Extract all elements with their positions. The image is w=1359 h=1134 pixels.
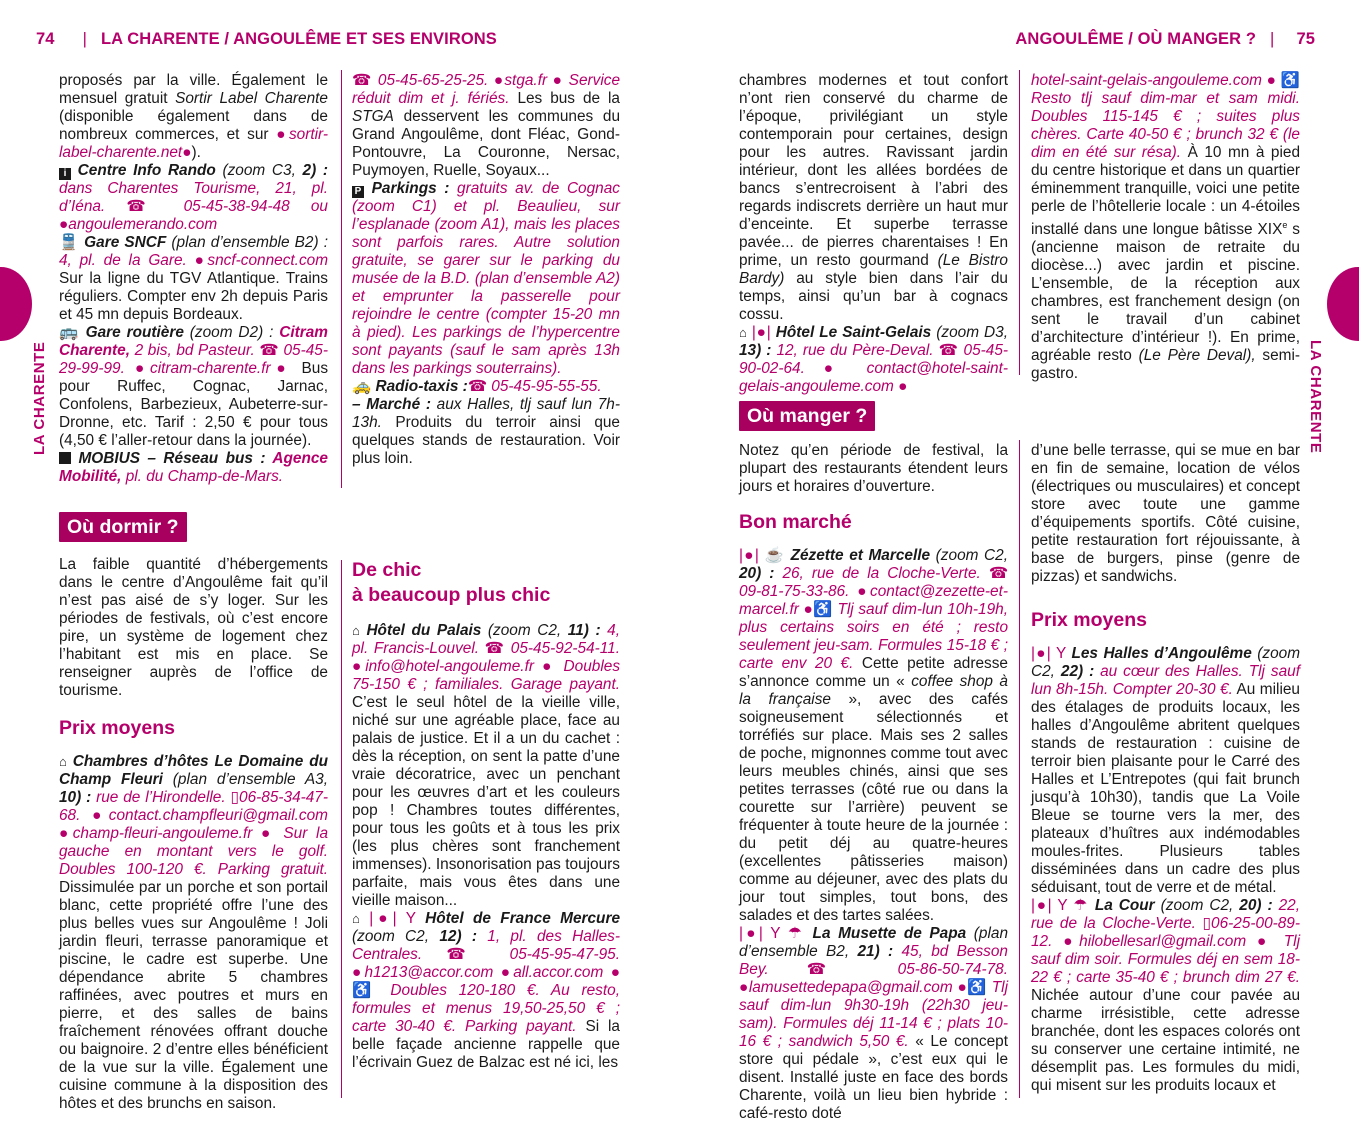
map-ref: (plan d’ensemble A3, <box>162 771 328 788</box>
phone-icon: ☎ <box>259 342 279 359</box>
column-3-top <box>739 72 1008 396</box>
bullet-icon: ● <box>261 825 275 842</box>
practical-info: Doubles 75-150 € ; familiales. Garage payant. <box>352 658 621 693</box>
practical-info: Tlj sauf dim-lun 10h-19h, plus certains soirs en été ; resto seulement jeu-sam. Formules 15-18 € ; carte env 20 €. <box>739 601 1008 672</box>
address: 26, rue de la Cloche-Verte. <box>782 565 989 582</box>
side-tab-label-right: LA CHARENTE <box>1307 340 1324 454</box>
phone-number[interactable]: 05-86-50-74-78. <box>897 961 1009 978</box>
practical-info: Tlj sauf dim-lun 9h30-19h (22h30 jeu-sam). Formules déj 11-14 € ; plats 10-16 € ; sandwich 5,50 €. <box>739 979 1008 1050</box>
phone-number[interactable]: 05-45-38-94-48 <box>183 198 290 215</box>
listing-stga <box>352 72 620 180</box>
listing-name: Centre Info Rando <box>77 162 216 179</box>
hotel-icon: ⌂ <box>352 623 360 638</box>
description: semi-gastro. <box>1031 347 1300 383</box>
listing-parkings <box>352 180 620 378</box>
column-rule <box>341 560 342 1098</box>
listing-halles <box>1031 645 1300 897</box>
listing-name: La Musette de Papa <box>812 925 967 942</box>
subheading-prix-moyens: Prix moyens <box>59 717 175 739</box>
phone-icon: ☎ <box>484 640 506 657</box>
glass-icon: Y <box>1057 897 1068 914</box>
listing-name: Gare routière <box>85 324 184 341</box>
map-ref: ) : <box>583 622 608 639</box>
map-ref: (zoom C2, <box>1154 897 1240 914</box>
text: ). <box>191 144 201 161</box>
listing-name: Parkings : <box>371 180 450 197</box>
listing-zezette <box>739 547 1008 925</box>
info-icon: i <box>59 168 71 180</box>
hotel-icon: ⌂ <box>352 911 360 926</box>
description: d’une belle terrasse, qui se mue en bar en fin de semaine, location de vélos (électriques ou musculaires) et concept store avec toute une gamme d’équipements sportifs. Côté cuisine, petite restauration fort réjouissante, à base de burgers, pinse (genre de pizzas) et sandwichs. <box>1031 442 1300 585</box>
phone-number[interactable]: 05-45-95-55-55. <box>486 378 602 395</box>
listing-info-rando <box>59 162 328 234</box>
map-ref: (zoom C2, <box>1031 645 1301 680</box>
parking-icon: P <box>352 186 364 198</box>
phone-icon: ☎ <box>467 378 487 395</box>
listing-name: Hôtel de France Mercure <box>425 910 621 927</box>
bullet-icon: ● <box>276 126 289 143</box>
restaurant-icon: |●| <box>1031 897 1052 914</box>
map-ref: (zoom C2, <box>352 928 440 945</box>
bullet-icon: ● <box>493 72 505 89</box>
listing-name: Les Halles d’Angoulême <box>1071 645 1252 662</box>
address: 1, pl. des Halles-Centrales. <box>352 928 620 963</box>
map-ref: ) : <box>1078 663 1101 680</box>
email-link[interactable]: contact.champfleuri@gmail.com <box>108 807 329 824</box>
listing-taxi <box>352 378 620 396</box>
map-number: 22 <box>1060 663 1079 680</box>
restaurant-name: (Le Père Deval), <box>1138 347 1256 365</box>
column-4-top <box>1031 72 1300 383</box>
bullet-icon: ● <box>1257 933 1273 950</box>
hotel-icon: ⌂ <box>739 325 747 340</box>
listing-name: Gare SNCF <box>84 234 167 251</box>
bullet-icon: ● <box>739 979 749 996</box>
map-number: 10 <box>59 789 77 806</box>
bullet-icon: ● <box>1266 72 1277 89</box>
listing-name: MOBIUS – Réseau bus : <box>78 450 266 467</box>
description: s (ancienne maison de retraite du diocèse...) avec jardin et piscine. L’ensemble, de la réception aux chambres, est franchement design (on sent le travail d’un cabinet d’architecture d’intérieur !). En prime, agréable resto <box>1031 221 1300 365</box>
phone-number[interactable]: 06-25-00-89-12. <box>1031 915 1300 950</box>
page-number-left: 74 <box>36 30 55 48</box>
listing-musette <box>739 925 1008 1123</box>
bullet-icon: ● <box>59 216 69 233</box>
email-link[interactable]: info@hotel-angouleme.fr <box>365 658 534 675</box>
description: Dissimulée par un porche et son portail blanc, cette propriété offre l’une des plus belles vues sur Angoulême ! Joli jardin fleuri, terrasse panoramique et piscine, le cadre est superbe. Une dépendance abrite 5 chambres raffinées, avec poutres et murs en pierre, et des salles de bains fraîchement rénovées offrant douche ou baignoire. 2 d’entre elles bénéficient de la vue sur la ville. Également une cuisine commune à la disposition des hôtes et des brunchs en saison. <box>59 879 328 1112</box>
phone-number[interactable]: 06-85-34-47-68. <box>59 789 328 824</box>
description: C’est le seul hôtel de la vieille ville, niché sur une agréable place, face au palais de justice. Et il a un du cachet : dès la réception, on sent la patte d’une vraie décoratrice, avec un penchant pour les œuvres d’art et les couleurs pop ! Chambres toutes différentes, pour tous les goûts et à tous les prix (les plus chères sont franchement immenses). Insonorisation pas toujours parfaite, mais vous êtes dans une vieille maison... <box>352 694 620 909</box>
column-rule <box>1019 70 1020 375</box>
description: desservent les communes du Grand Angoulême, dont Fléac, Gond-Pontouvre, La Couronne, Nersac, Puymoyen, Ruelle, Soyaux... <box>352 108 620 179</box>
coffee-icon: ☕ <box>764 547 785 564</box>
map-ref: ) : <box>311 162 329 179</box>
subheading-bon-marche: Bon marché <box>739 511 852 533</box>
bullet-icon: ● <box>1063 933 1080 950</box>
listing-name: Radio-taxis : <box>375 378 468 395</box>
bullet-icon: ● <box>270 360 292 377</box>
thumb-tab-right <box>1327 267 1359 341</box>
phone-number[interactable]: 05-45-95-47-95. <box>509 946 621 963</box>
map-ref: ) : <box>874 943 902 960</box>
section-intro: Notez qu’en période de festival, la plupart des restaurants étendent leurs jours et horaires d’ouverture. <box>739 442 1008 495</box>
map-ref: (zoom C2, <box>930 547 1008 564</box>
listing-name: – Marché : <box>352 396 431 413</box>
address: 12, rue du Père-Deval. <box>776 342 939 359</box>
map-ref: ) : <box>756 342 777 359</box>
email-link[interactable]: h1213@accor.com <box>364 964 494 981</box>
description: Cette petite adresse s’annonce comme un « <box>739 655 1008 690</box>
map-ref: (zoom D2) : <box>183 324 280 341</box>
map-number: 20 <box>739 565 757 582</box>
running-head-right <box>1015 30 1315 49</box>
listing-champ-fleuri <box>59 753 328 1113</box>
phone-icon: ☎ <box>988 565 1008 582</box>
description: À 10 mn à pied du centre historique et dans un quartier éminemment tranquille, voici une petite perle de l’hôtellerie locale : un 4-étoiles installé dans une longue bâtisse XIX <box>1031 144 1301 239</box>
column-1-top <box>59 72 328 486</box>
glass-icon: Y <box>405 910 416 927</box>
website-link[interactable]: all.accor.com <box>513 964 604 981</box>
bullet-icon: ● <box>194 252 208 269</box>
website-link[interactable]: sortir-label-charente.net <box>59 126 328 161</box>
listing-hotel-du-palais <box>352 622 620 910</box>
bullet-icon: ● <box>542 658 556 675</box>
mobile-phone-icon: ▯ <box>1202 915 1212 932</box>
restaurant-icon: |●| <box>1031 645 1051 662</box>
section-header-ou-manger: Où manger ? <box>739 401 875 431</box>
map-ref: (zoom C2, <box>481 622 568 639</box>
map-ref: (plan d’ensemble B2, <box>739 925 1009 960</box>
bullet-icon: ● <box>857 583 871 600</box>
section-intro: La faible quantité d’hébergements dans le centre d’Angoulême fait qu’il n’est pas aisé de s’y loger. Sur les périodes de festivals, où c’est encore pire, un système de logement chez l’habitant est mis en place. Se renseigner auprès de l’office de tourisme. <box>59 556 328 699</box>
website-link[interactable]: stga.fr <box>504 72 548 89</box>
listing-hotel-mercure <box>352 910 620 1072</box>
listing-name: Chambres d’hôtes Le Domaine du Champ Fleuri <box>59 753 329 788</box>
parasol-icon: ☂ <box>1073 897 1089 914</box>
bullet-icon: ● <box>59 825 73 842</box>
map-ref: ) : <box>76 789 97 806</box>
description: chambres modernes et tout confort n’ont rien conservé du charme de l’époque, privilégiant un style contemporain pour certaines, design pour les autres. Ravissant jardin intérieur, dont les allées bordées de bancs s’entrecroisent à l’abri des regards indiscrets derrière un haut mur d’enceinte. Et superbe terrasse pavée... de pierres charentaises ! En prime, un resto gourmand <box>739 72 1008 269</box>
description: au style bien dans l’air du temps, ainsi qu’un bar à cognacs cossu. <box>739 270 1008 323</box>
text: Les bus de la <box>509 90 620 107</box>
header-separator: | <box>82 30 87 48</box>
text: ou <box>289 198 328 215</box>
phone-number[interactable]: 05-45-92-54-11. <box>510 640 621 657</box>
wheelchair-icon: ♿ <box>1280 72 1300 89</box>
phone-icon: ☎ <box>938 342 959 359</box>
map-ref: (zoom C3, <box>215 162 303 179</box>
magazine-title: Sortir Label Charente <box>175 90 328 107</box>
description: », avec des cafés soigneusement sélectionnés et torréfiés sur place. Mais ses 2 salles de poche, mignonnes comme tout avec leurs meubles chinés, ainsi que ses petites terrasses (côté rue ou dans la courette sur l’arrière) peuvent se fréquenter à toute heure de la journée : du petit déj au quatre-heures (excellentes pâtisseries maison) comme au déjeuner, avec des plats du jour tout simples, tout bons, des salades et des tartes salées. <box>739 691 1008 924</box>
practical-info: Resto tlj sauf dim-mar et sam midi. Doubles 115-145 € ; suites plus chères. Carte 40-50 € ; brunch 32 € (le dim en été sur résa). <box>1031 90 1300 161</box>
bullet-icon: ● <box>134 360 151 377</box>
restaurant-name: (Le Bistro Bardy) <box>739 252 1008 287</box>
address: 45, bd Besson Bey. <box>739 943 1008 978</box>
listing-saint-gelais <box>739 324 1008 396</box>
hotel-icon: ⌂ <box>59 754 67 769</box>
listing-name: Hôtel du Palais <box>366 622 482 639</box>
listing-gare-sncf <box>59 234 328 324</box>
map-ref: ) : <box>456 928 488 945</box>
map-number: 12 <box>439 928 457 945</box>
wheelchair-icon: ♿ <box>352 982 379 999</box>
description: Produits du terroir ainsi que quelques stands de restauration. Voir plus loin. <box>352 414 620 467</box>
restaurant-icon: |●| <box>739 925 763 942</box>
listing-name: Hôtel Le Saint-Gelais <box>775 324 932 341</box>
website-link[interactable]: angoulemerando.com <box>68 216 218 233</box>
paragraph <box>59 72 328 162</box>
website-link[interactable]: hotel-saint-gelais-angouleme.com <box>1031 72 1262 89</box>
bullet-icon: ● <box>500 964 514 981</box>
column-4-bottom <box>1031 442 1300 1095</box>
practical-info: au cœur des Halles. Tlj sauf lun 8h-15h. Compter 20-30 €. <box>1031 663 1300 698</box>
restaurant-icon: |●| <box>369 910 397 927</box>
description: gratuits av. de Cognac (zoom C1) et pl. Beaulieu, sur l’esplanade (zoom A1), mais les places sont parfois rares. Autre solution gratuite, se garer sur le parking du musée de la B.D. (plan d’ensemble A2) et emprunter la passerelle pour rejoindre le centre (compter 15-20 mn à pied). Les parkings de l’hypercentre sont payants (sauf le sam après 13h dans les parkings souterrains). <box>352 180 620 377</box>
address: 4, pl. Francis-Louvel. <box>352 622 620 657</box>
paragraph <box>739 72 1008 324</box>
listing-saint-gelais-cont <box>1031 72 1300 383</box>
map-ref: (plan d’ensemble B2) : <box>166 234 328 251</box>
subheading-prix-moyens: Prix moyens <box>1031 609 1147 631</box>
restaurant-icon: |●| <box>751 324 771 341</box>
bus-icon: 🚌 <box>59 324 80 341</box>
email-link[interactable]: contact@zezette-et-marcel.fr <box>739 583 1008 618</box>
side-tab-label-left: LA CHARENTE <box>31 341 48 455</box>
text: (disponible également dans de nombreux commerces, et sur <box>59 108 328 143</box>
email-link[interactable]: hilobellesarl@gmail.com <box>1079 933 1247 950</box>
map-number: 20 <box>1239 897 1257 914</box>
website-link[interactable]: citram-charente.fr <box>150 360 271 377</box>
listing-name: La Cour <box>1094 897 1155 914</box>
website-link[interactable]: sncf-connect.com <box>207 252 329 269</box>
bullet-icon: ● <box>552 72 564 89</box>
bullet-icon: ● <box>352 964 365 981</box>
practical-info: Doubles 120-180 €. Au resto, formules et menus 19,50-25,50 € ; carte 30-40 €. Parking payant. <box>352 982 620 1035</box>
listing-la-cour <box>1031 897 1300 1095</box>
description: Au milieu des étalages de produits locaux, les halles d’Angoulême abritent quelques stands de restauration : cuisine de terroir bien plaisante pour le Carré des Halles et L’Entrepotes (qui fait brunch jusqu’à 10h30), tandis que La Voile Bleue se tourne vers la mer, des plateaux d’huîtres aux indémodables moules-frites. Plusieurs tables disséminées dans un cadre des plus séduisant, tout de verre et de métal. <box>1031 681 1300 896</box>
chapter-title: LA CHARENTE / ANGOULÊME ET SES ENVIRONS <box>100 30 497 48</box>
bullet-icon: ● <box>823 360 848 377</box>
address: dans Charentes Tourisme, 21, pl. d’Iéna. <box>59 180 328 215</box>
text: STGA <box>352 108 394 125</box>
website-link[interactable]: champ-fleuri-angouleme.fr <box>72 825 253 842</box>
address: 22, rue de la Cloche-Verte. <box>1031 897 1300 932</box>
address: 4, pl. de la Gare. <box>59 252 195 269</box>
thumb-tab-left <box>0 267 32 341</box>
bullet-icon: ● <box>182 144 192 161</box>
phone-icon: ☎ <box>352 72 373 89</box>
phone-icon: ☎ <box>446 946 486 963</box>
map-ref: (zoom D3, <box>931 324 1009 341</box>
column-rule <box>1019 440 1020 1098</box>
column-2-top <box>352 72 620 468</box>
practical-info: Sur la gauche en montant vers le golf. Doubles 100-120 €. Parking gratuit. <box>59 825 329 878</box>
company-name: Citram Charente, <box>59 324 328 359</box>
superscript: e <box>1282 220 1288 230</box>
glass-icon: Y <box>1055 645 1066 662</box>
listing-mobius <box>59 450 328 486</box>
quote: coffee shop à la française <box>739 673 1008 708</box>
subheading-de-chic: De chic à beaucoup plus chic <box>352 559 551 606</box>
service-info: Service réduit dim et j. fériés. <box>352 72 620 107</box>
practical-info: Tlj sauf dim soir. Formules déj en sem 18-22 € ; carte 35-40 € ; brunch dim 27 €. <box>1031 933 1300 986</box>
restaurant-icon: |●| <box>739 547 759 564</box>
page-number-right: 75 <box>1296 30 1315 48</box>
header-separator: | <box>1270 30 1275 48</box>
column-3-bottom <box>739 442 1008 1123</box>
bullet-icon: ● <box>92 807 109 824</box>
phone-icon: ☎ <box>806 961 860 978</box>
square-icon <box>59 452 71 464</box>
email-link[interactable]: contact@hotel-saint-gelais-angouleme.com <box>739 360 1009 395</box>
taxi-icon: 🚕 <box>352 378 372 395</box>
description: « Le concept store qui pédale », c’est eux qui le disent. Installé juste en face des bords Charente, voilà un lieu bien hybride : café-resto doté <box>739 1033 1008 1122</box>
map-ref: ) : <box>756 565 783 582</box>
listing-marche <box>352 396 620 468</box>
listing-name: Zézette et Marcelle <box>790 547 931 564</box>
phone-number[interactable]: 05-45-29-99-99. <box>59 342 328 377</box>
section-title: ANGOULÊME / OÙ MANGER ? <box>1015 30 1257 48</box>
bullet-icon: ● <box>803 601 814 618</box>
wheelchair-icon: ♿ <box>967 979 987 996</box>
address: rue de l’Hirondelle. <box>96 789 231 806</box>
listing-gare-routiere <box>59 324 328 450</box>
address: 2 bis, bd Pasteur. <box>130 342 260 359</box>
phone-number[interactable]: 05-45-65-25-25. <box>377 72 489 89</box>
glass-icon: Y <box>770 925 781 942</box>
hours: aux Halles, tlj sauf lun 7h-13h. <box>352 396 620 431</box>
map-number: 11 <box>567 622 584 639</box>
bullet-icon: ● <box>610 964 621 981</box>
train-icon: 🚆 <box>59 234 80 251</box>
phone-number[interactable]: 09-81-75-33-86. <box>739 583 850 600</box>
phone-icon: ☎ <box>126 198 163 215</box>
email-link[interactable]: lamusettedepapa@gmail.com <box>748 979 953 996</box>
description: Sur la ligne du TGV Atlantique. Trains réguliers. Compter env 2h depuis Paris et 45 mn depuis Bordeaux. <box>59 270 328 323</box>
wheelchair-icon: ♿ <box>813 601 833 618</box>
column-rule <box>341 70 342 488</box>
description: Bus pour Ruffec, Cognac, Jarnac, Confolens, Barbezieux, Aubeterre-sur-Dronne, etc. Tarif : 2,50 € pour tous (4,50 € l’aller-retour dans la journée). <box>59 360 329 449</box>
bullet-icon: ● <box>352 658 366 675</box>
map-number: 13 <box>739 342 757 359</box>
address: pl. du Champ-de-Mars. <box>121 468 284 485</box>
map-number: 21 <box>857 943 875 960</box>
map-ref: ) : <box>1256 897 1279 914</box>
text: proposés par la ville. Également le mensuel gratuit <box>59 72 328 107</box>
mobile-phone-icon: ▯ <box>230 789 240 806</box>
phone-number[interactable]: 05-45-90-02-64. <box>739 342 1009 377</box>
map-number: 2 <box>302 162 312 179</box>
column-1-bottom <box>59 556 328 1113</box>
agency-name: Agence Mobilité, <box>59 450 328 485</box>
running-head-left <box>36 30 497 49</box>
column-2-bottom <box>352 558 620 1072</box>
bullet-icon: ● <box>898 378 908 395</box>
bullet-icon: ● <box>957 979 968 996</box>
section-header-ou-dormir: Où dormir ? <box>59 512 187 542</box>
description: Si la belle façade ancienne rappelle que l’écrivain Guez de Balzac est né ici, les <box>352 1018 620 1071</box>
description: Nichée autour d’une cour pavée au charme irrésistible, cette adresse branchée, dont les espaces colorés ont su conserver une certaine intimité, ne désemplit pas. Les formules du midi, qui misent sur les produits locaux et <box>1031 987 1300 1094</box>
parasol-icon: ☂ <box>787 925 805 942</box>
